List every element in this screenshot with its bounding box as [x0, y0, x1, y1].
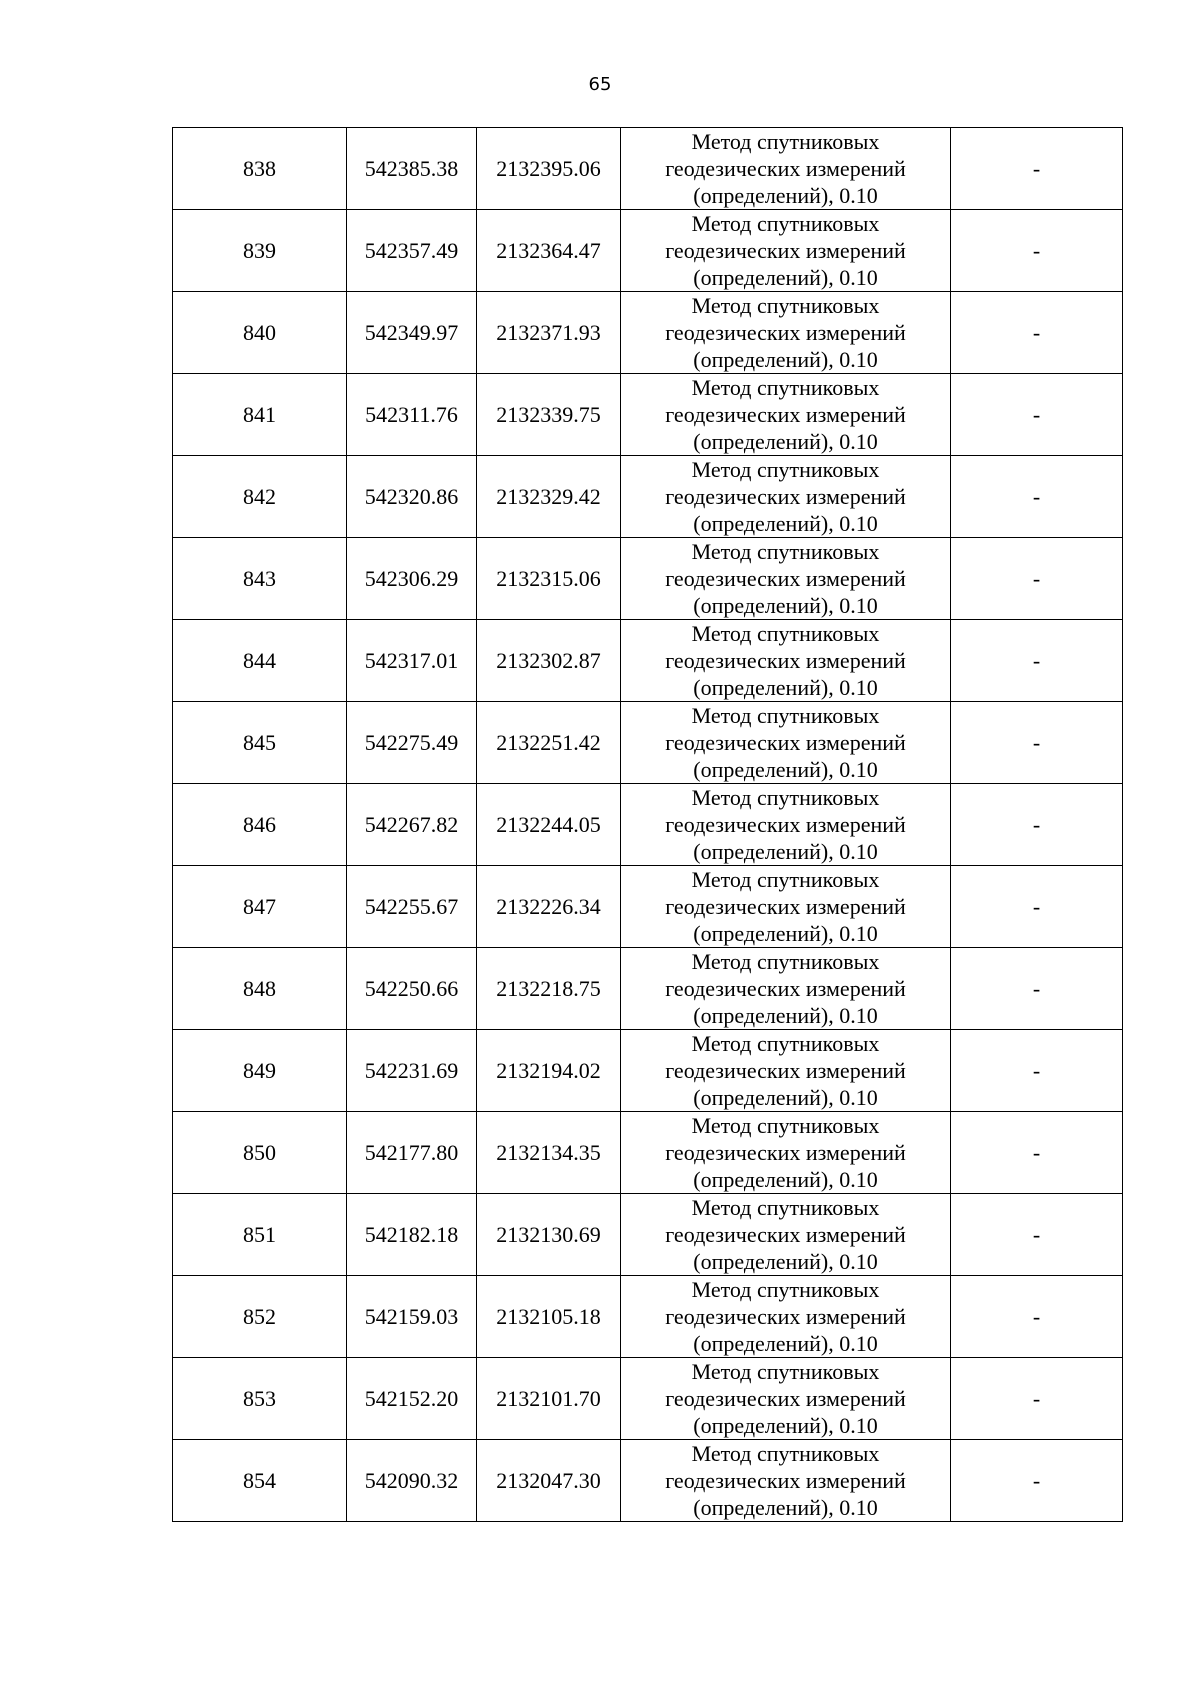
y-coordinate-cell: 2132244.05 [477, 784, 621, 866]
method-line: (определений), 0.10 [693, 429, 878, 454]
method-cell [621, 374, 951, 456]
y-coordinate-cell: 2132315.06 [477, 538, 621, 620]
x-coordinate-cell: 542159.03 [347, 1276, 477, 1358]
x-coordinate-cell: 542317.01 [347, 620, 477, 702]
method-cell [621, 1194, 951, 1276]
x-coordinate-cell: 542385.38 [347, 128, 477, 210]
table-row [173, 1440, 1123, 1522]
note-cell: - [951, 1112, 1123, 1194]
method-cell [621, 128, 951, 210]
method-cell [621, 702, 951, 784]
method-line: (определений), 0.10 [693, 1249, 878, 1274]
method-line: Метод спутниковых [691, 949, 880, 974]
point-number-cell: 853 [173, 1358, 347, 1440]
method-line: геодезических измерений [665, 156, 906, 181]
y-coordinate-cell: 2132364.47 [477, 210, 621, 292]
method-line: (определений), 0.10 [693, 1003, 878, 1028]
method-line: (определений), 0.10 [693, 1413, 878, 1438]
y-coordinate-cell: 2132329.42 [477, 456, 621, 538]
note-cell: - [951, 1030, 1123, 1112]
method-line: Метод спутниковых [691, 785, 880, 810]
y-coordinate-cell: 2132218.75 [477, 948, 621, 1030]
table-row [173, 1276, 1123, 1358]
method-line: (определений), 0.10 [693, 183, 878, 208]
note-cell: - [951, 128, 1123, 210]
method-line: (определений), 0.10 [693, 1085, 878, 1110]
table-row [173, 702, 1123, 784]
method-line: (определений), 0.10 [693, 675, 878, 700]
point-number-cell: 847 [173, 866, 347, 948]
x-coordinate-cell: 542311.76 [347, 374, 477, 456]
method-cell [621, 1440, 951, 1522]
method-cell [621, 1276, 951, 1358]
x-coordinate-cell: 542090.32 [347, 1440, 477, 1522]
table-row [173, 292, 1123, 374]
note-cell: - [951, 948, 1123, 1030]
method-cell [621, 1358, 951, 1440]
point-number-cell: 841 [173, 374, 347, 456]
method-line: Метод спутниковых [691, 703, 880, 728]
method-cell [621, 1112, 951, 1194]
y-coordinate-cell: 2132251.42 [477, 702, 621, 784]
table-row [173, 1030, 1123, 1112]
table-row [173, 1112, 1123, 1194]
table-row [173, 948, 1123, 1030]
y-coordinate-cell: 2132130.69 [477, 1194, 621, 1276]
table-row [173, 538, 1123, 620]
y-coordinate-cell: 2132134.35 [477, 1112, 621, 1194]
note-cell: - [951, 620, 1123, 702]
note-cell: - [951, 538, 1123, 620]
y-coordinate-cell: 2132226.34 [477, 866, 621, 948]
y-coordinate-cell: 2132194.02 [477, 1030, 621, 1112]
method-cell [621, 456, 951, 538]
point-number-cell: 850 [173, 1112, 347, 1194]
y-coordinate-cell: 2132047.30 [477, 1440, 621, 1522]
table-row [173, 128, 1123, 210]
y-coordinate-cell: 2132371.93 [477, 292, 621, 374]
point-number-cell: 848 [173, 948, 347, 1030]
point-number-cell: 842 [173, 456, 347, 538]
x-coordinate-cell: 542357.49 [347, 210, 477, 292]
point-number-cell: 838 [173, 128, 347, 210]
point-number-cell: 839 [173, 210, 347, 292]
method-line: геодезических измерений [665, 566, 906, 591]
method-line: Метод спутниковых [691, 1195, 880, 1220]
y-coordinate-cell: 2132339.75 [477, 374, 621, 456]
coordinates-table-body [173, 128, 1123, 1522]
page-number: 65 [588, 74, 612, 95]
method-line: Метод спутниковых [691, 1277, 880, 1302]
note-cell: - [951, 210, 1123, 292]
x-coordinate-cell: 542275.49 [347, 702, 477, 784]
method-line: Метод спутниковых [691, 621, 880, 646]
method-line: геодезических измерений [665, 976, 906, 1001]
note-cell: - [951, 866, 1123, 948]
table-row [173, 1194, 1123, 1276]
method-cell [621, 784, 951, 866]
table-row [173, 374, 1123, 456]
note-cell: - [951, 292, 1123, 374]
x-coordinate-cell: 542182.18 [347, 1194, 477, 1276]
method-line: геодезических измерений [665, 1222, 906, 1247]
point-number-cell: 844 [173, 620, 347, 702]
table-row [173, 866, 1123, 948]
x-coordinate-cell: 542267.82 [347, 784, 477, 866]
point-number-cell: 843 [173, 538, 347, 620]
method-line: геодезических измерений [665, 1058, 906, 1083]
method-line: геодезических измерений [665, 1468, 906, 1493]
method-line: (определений), 0.10 [693, 839, 878, 864]
table-row [173, 784, 1123, 866]
x-coordinate-cell: 542250.66 [347, 948, 477, 1030]
x-coordinate-cell: 542231.69 [347, 1030, 477, 1112]
table-row [173, 210, 1123, 292]
note-cell: - [951, 1276, 1123, 1358]
y-coordinate-cell: 2132395.06 [477, 128, 621, 210]
method-cell [621, 620, 951, 702]
x-coordinate-cell: 542255.67 [347, 866, 477, 948]
table-row [173, 1358, 1123, 1440]
point-number-cell: 840 [173, 292, 347, 374]
method-line: Метод спутниковых [691, 867, 880, 892]
method-line: Метод спутниковых [691, 211, 880, 236]
point-number-cell: 849 [173, 1030, 347, 1112]
method-line: (определений), 0.10 [693, 593, 878, 618]
method-line: (определений), 0.10 [693, 921, 878, 946]
method-line: Метод спутниковых [691, 1359, 880, 1384]
method-line: Метод спутниковых [691, 293, 880, 318]
method-line: Метод спутниковых [691, 129, 880, 154]
y-coordinate-cell: 2132101.70 [477, 1358, 621, 1440]
point-number-cell: 854 [173, 1440, 347, 1522]
method-line: геодезических измерений [665, 320, 906, 345]
method-cell [621, 1030, 951, 1112]
note-cell: - [951, 456, 1123, 538]
method-line: геодезических измерений [665, 1386, 906, 1411]
method-line: Метод спутниковых [691, 457, 880, 482]
point-number-cell: 852 [173, 1276, 347, 1358]
note-cell: - [951, 1358, 1123, 1440]
x-coordinate-cell: 542152.20 [347, 1358, 477, 1440]
note-cell: - [951, 374, 1123, 456]
table-row [173, 456, 1123, 538]
method-line: Метод спутниковых [691, 1113, 880, 1138]
note-cell: - [951, 702, 1123, 784]
method-cell [621, 948, 951, 1030]
method-line: Метод спутниковых [691, 1441, 880, 1466]
method-line: (определений), 0.10 [693, 757, 878, 782]
point-number-cell: 846 [173, 784, 347, 866]
method-line: Метод спутниковых [691, 1031, 880, 1056]
method-line: геодезических измерений [665, 484, 906, 509]
x-coordinate-cell: 542177.80 [347, 1112, 477, 1194]
method-line: (определений), 0.10 [693, 1495, 878, 1520]
coordinates-table [172, 127, 1123, 1522]
note-cell: - [951, 784, 1123, 866]
method-line: геодезических измерений [665, 238, 906, 263]
method-line: Метод спутниковых [691, 539, 880, 564]
method-line: геодезических измерений [665, 894, 906, 919]
method-line: геодезических измерений [665, 1140, 906, 1165]
x-coordinate-cell: 542306.29 [347, 538, 477, 620]
method-line: геодезических измерений [665, 1304, 906, 1329]
table-row [173, 620, 1123, 702]
point-number-cell: 851 [173, 1194, 347, 1276]
method-cell [621, 210, 951, 292]
method-line: (определений), 0.10 [693, 347, 878, 372]
y-coordinate-cell: 2132302.87 [477, 620, 621, 702]
point-number-cell: 845 [173, 702, 347, 784]
note-cell: - [951, 1194, 1123, 1276]
y-coordinate-cell: 2132105.18 [477, 1276, 621, 1358]
method-line: (определений), 0.10 [693, 511, 878, 536]
method-line: (определений), 0.10 [693, 265, 878, 290]
method-line: геодезических измерений [665, 648, 906, 673]
method-line: геодезических измерений [665, 730, 906, 755]
method-cell [621, 538, 951, 620]
method-line: геодезических измерений [665, 402, 906, 427]
method-line: геодезических измерений [665, 812, 906, 837]
x-coordinate-cell: 542320.86 [347, 456, 477, 538]
method-line: Метод спутниковых [691, 375, 880, 400]
method-line: (определений), 0.10 [693, 1167, 878, 1192]
x-coordinate-cell: 542349.97 [347, 292, 477, 374]
method-line: (определений), 0.10 [693, 1331, 878, 1356]
method-cell [621, 292, 951, 374]
note-cell: - [951, 1440, 1123, 1522]
method-cell [621, 866, 951, 948]
